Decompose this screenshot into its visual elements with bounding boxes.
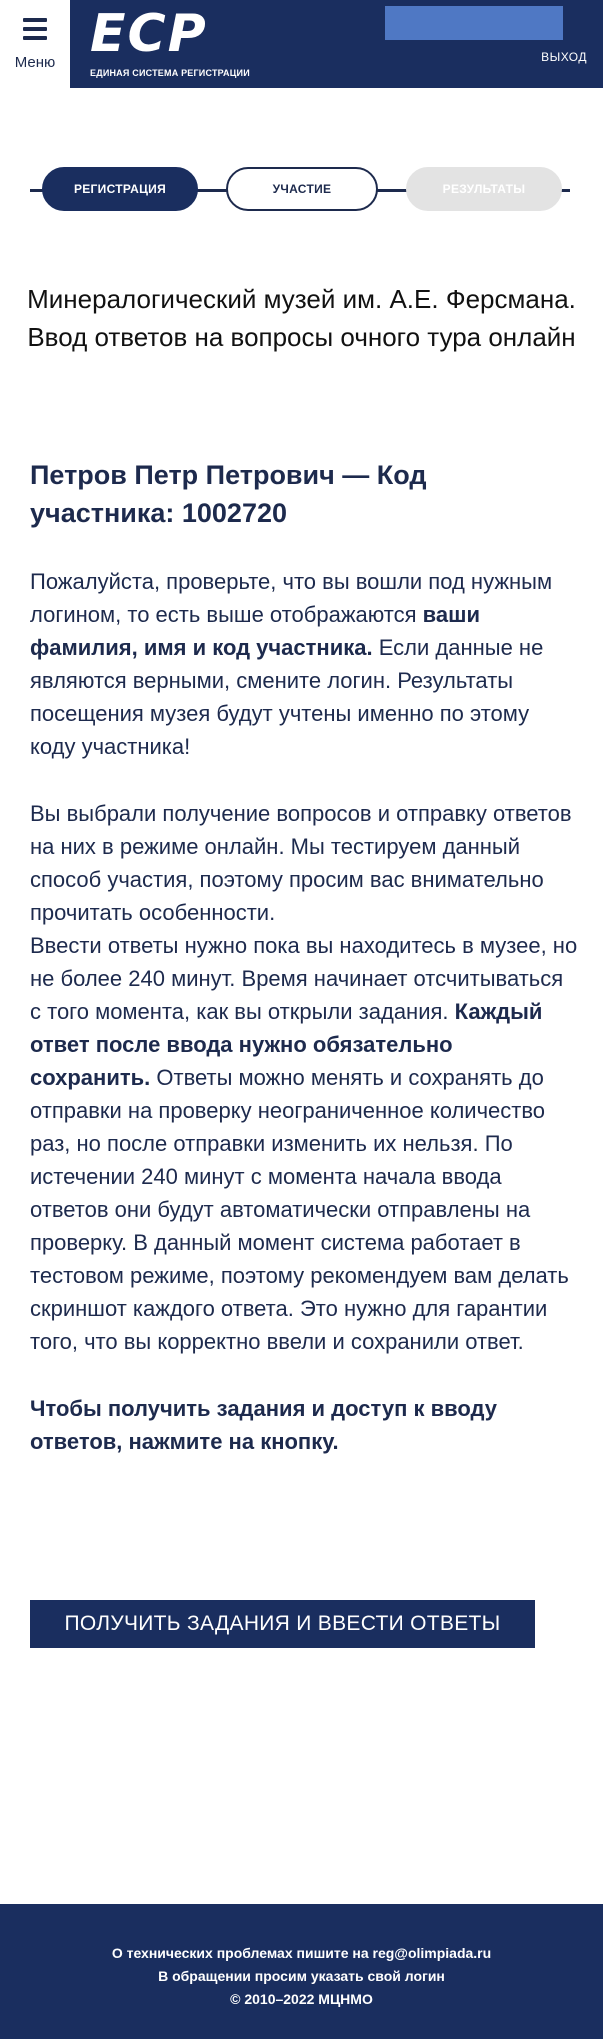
main-content [30, 456, 578, 1458]
menu-button[interactable] [0, 0, 70, 88]
footer-login-note: В обращении просим указать свой логин [158, 1968, 445, 1984]
cta-text: Чтобы получить задания и доступ к вводу ответов, нажмите на кнопку. [30, 1396, 497, 1454]
hamburger-icon[interactable] [23, 18, 47, 45]
logo-letters: ЕСР [90, 4, 208, 64]
logo-subtitle: ЕДИНАЯ СИСТЕМА РЕГИСТРАЦИИ [90, 68, 250, 78]
user-login-redacted [385, 6, 563, 40]
login-check-text-1: Пожалуйста, проверьте, что вы вошли под нужным логином, то есть выше отображаются [30, 569, 553, 627]
online-mode-paragraph: Вы выбрали получение вопросов и отправку ответов на них в режиме онлайн. Мы тестируем данный способ участия, поэтому просим вас внимательно прочитать особенности. [30, 801, 572, 925]
rules-text-1: Ввести ответы нужно пока вы находитесь в музее, но не более 240 минут. Время начинает отсчитываться с того момента, как вы открыли задания. [30, 933, 578, 1024]
footer-support: О технических проблемах пишите на reg@olimpiada.ru [111, 1945, 492, 1961]
step-participation[interactable]: УЧАСТИЕ [226, 167, 378, 211]
footer-copyright: © 2010–2022 МЦНМО [230, 1991, 373, 2007]
page-title-line-2: Ввод ответов на вопросы очного тура онлайн [27, 322, 576, 352]
rules-paragraph [30, 929, 578, 1358]
site-header [0, 0, 603, 88]
page-title-line-1: Минералогический музей им. А.Е. Ферсмана. [27, 284, 576, 314]
progress-steps [30, 167, 570, 213]
menu-label[interactable]: Меню [14, 54, 56, 71]
step-results: РЕЗУЛЬТАТЫ [406, 167, 562, 211]
login-check-bold: ваши фамилия, имя и код участника. [30, 602, 480, 660]
site-footer [0, 1904, 603, 2039]
logout-link[interactable]: ВЫХОД [541, 50, 587, 64]
esr-logo[interactable] [90, 4, 250, 80]
step-registration[interactable]: РЕГИСТРАЦИЯ [42, 167, 198, 211]
participant-heading: Петров Петр Петрович — Код участника: 1002720 [30, 460, 427, 528]
get-tasks-button[interactable]: ПОЛУЧИТЬ ЗАДАНИЯ И ВВЕСТИ ОТВЕТЫ [30, 1600, 535, 1648]
brand-bar [70, 0, 603, 88]
page-title [0, 280, 603, 356]
rules-text-2: Ответы можно менять и сохранять до отправки на проверку неограниченное количество раз, но после отправки изменить их нельзя. По истечении 240 минут с момента начала ввода ответов они будут автоматически отправлены на проверку. В данный момент система работает в тестовом режиме, поэтому рекомендуем вам делать скриншот каждого ответа. Это нужно для гарантии того, что вы корректно ввели и сохранили ответ. [30, 1065, 569, 1354]
login-check-paragraph [30, 565, 578, 763]
rules-bold: Каждый ответ после ввода нужно обязательно сохранить. [30, 999, 543, 1090]
login-check-text-2: Если данные не являются верными, смените логин. Результаты посещения музея будут учтены именно по этому коду участника! [30, 635, 544, 759]
